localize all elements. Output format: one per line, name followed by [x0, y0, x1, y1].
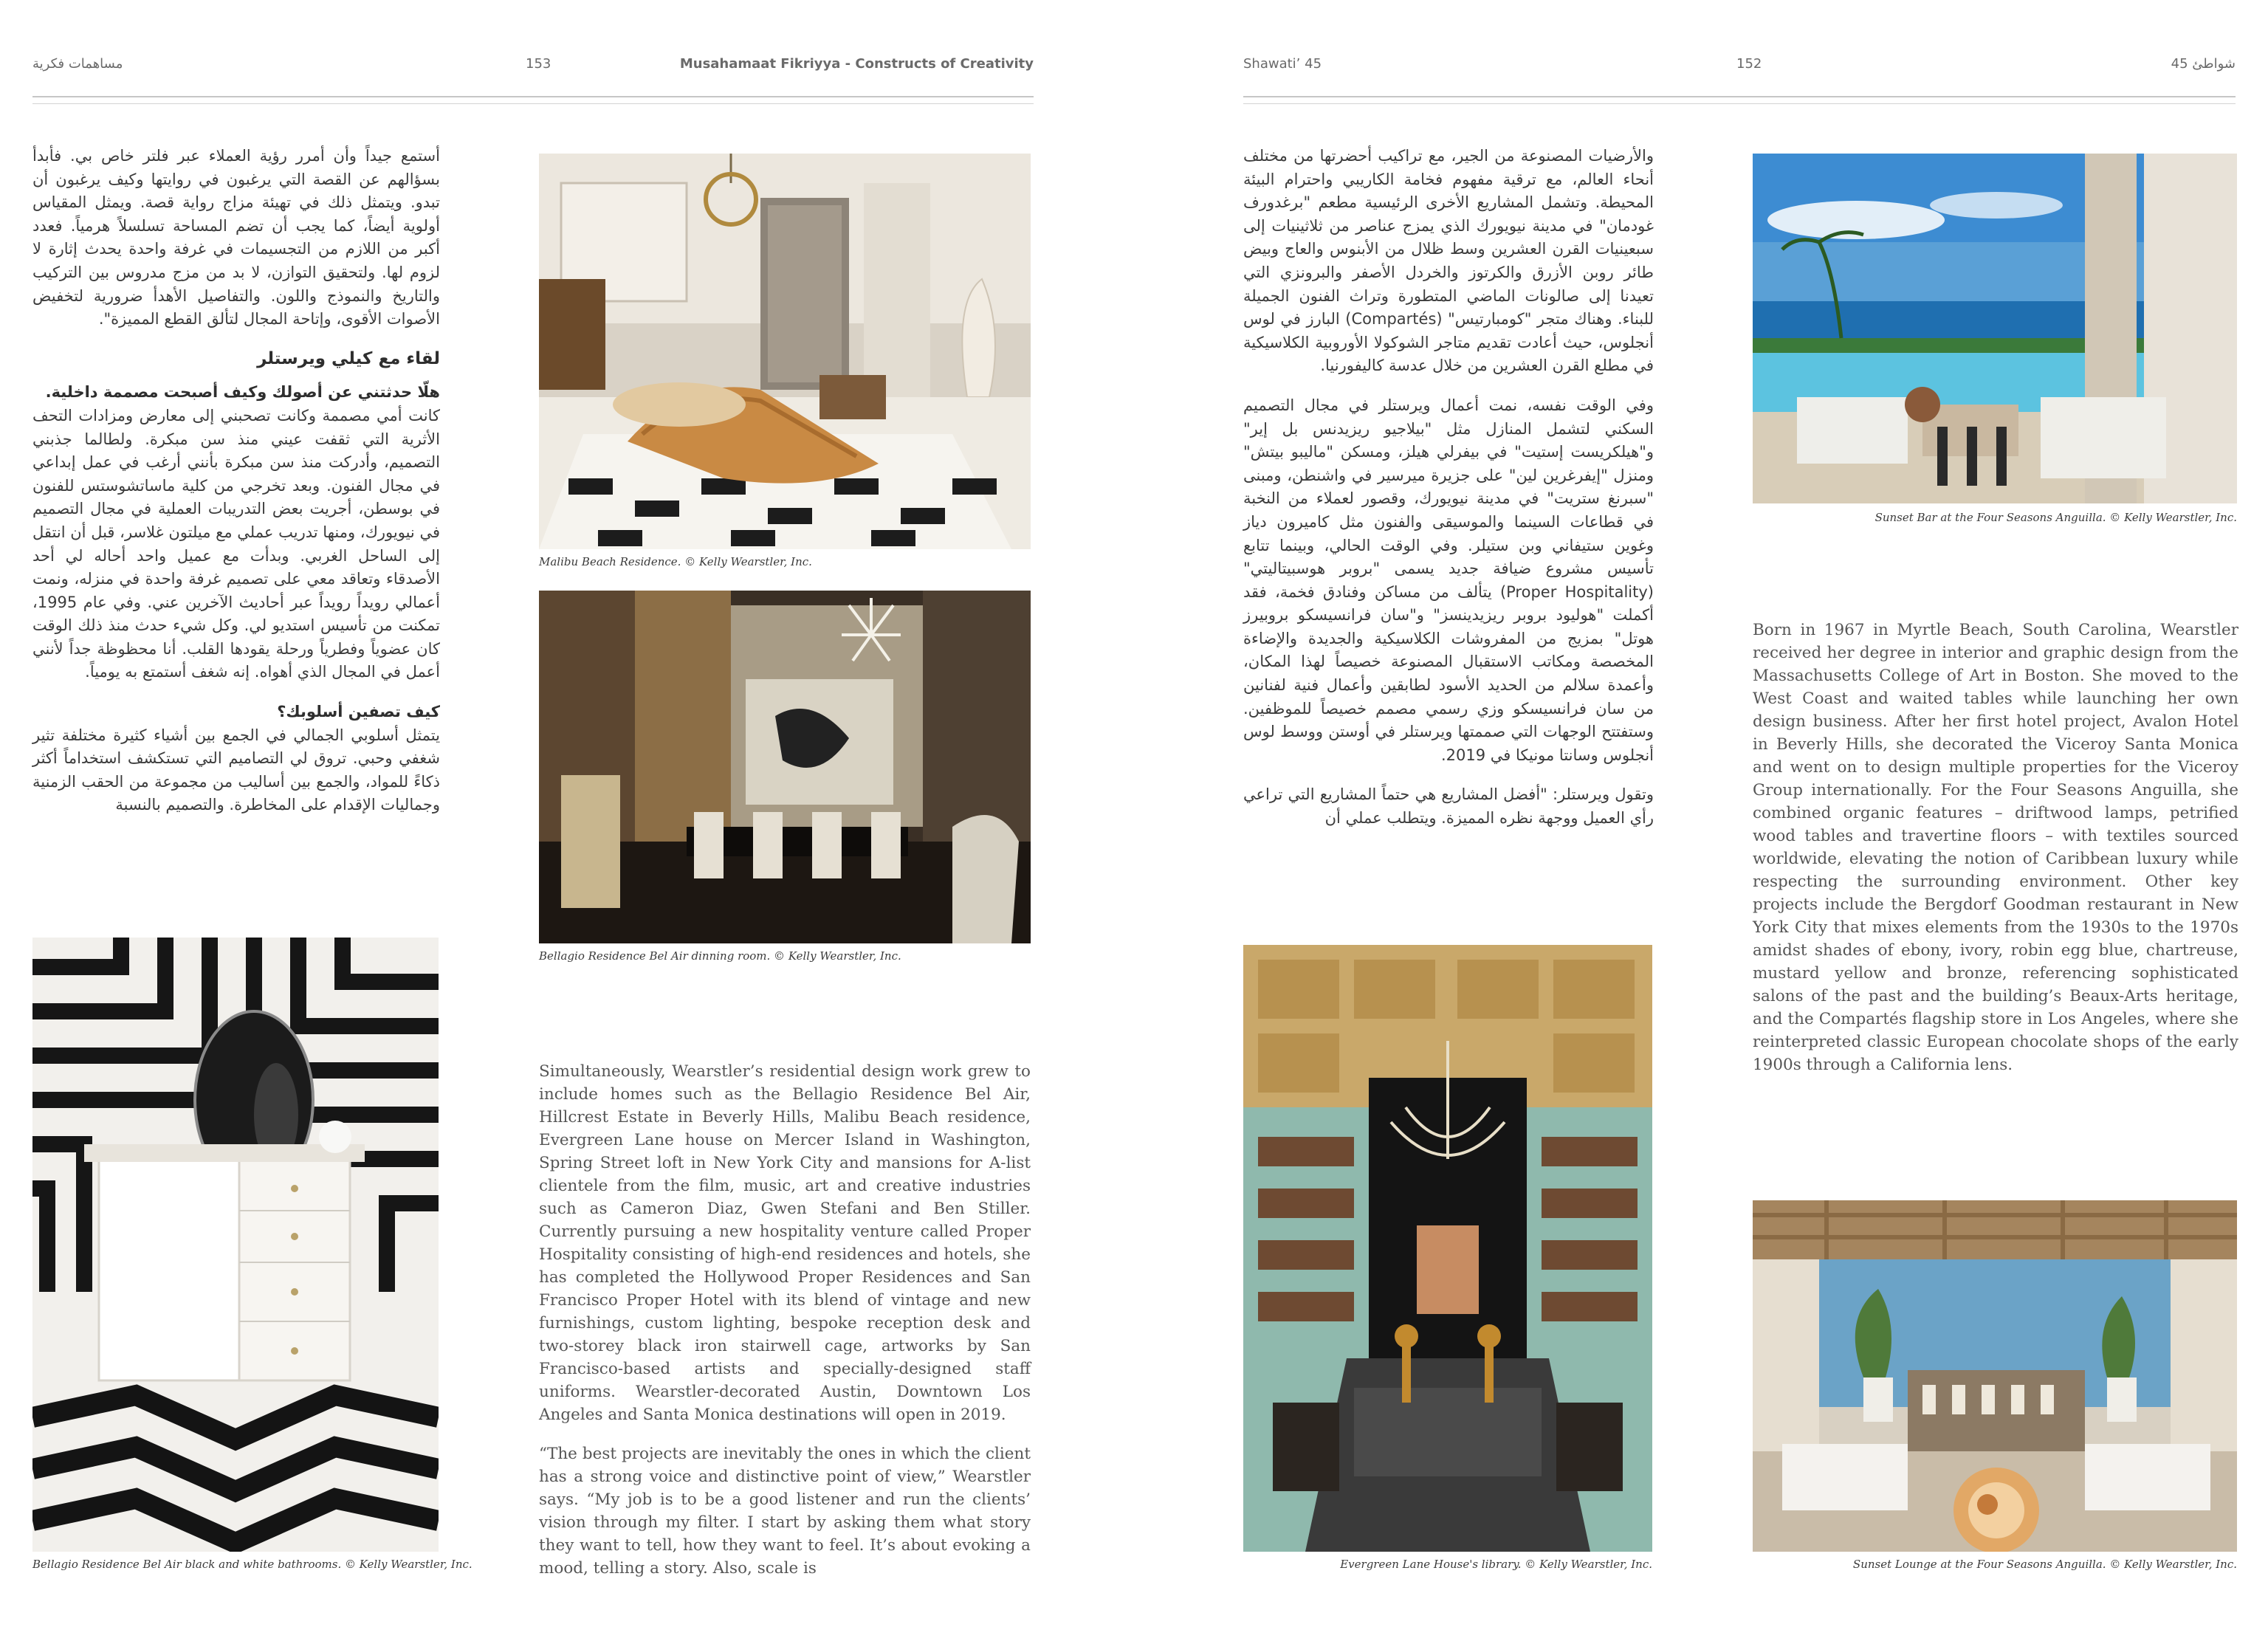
arabic-answer: كانت أمي مصممة وكانت تصحبني إلى معارض ومزادات التحف الأثرية التي ثقفت عيني منذ سن مبكرة. ولطالما جذبني التصميم، وأدركت منذ سن مبكرة بأنني أرغب في عمل إبداعي في مجال الفنون. وبعد تخرجي من كلية ماساتشوستس للفنون في بوسطن، أجريت بعض التدريبات العملية في مجال التصميم في نيويورك، ومنها تدريب عملي مع ميلتون غلاسر، قبل أن انتقل إلى الساحل الغربي. وبدأت مع عميل واحد أحاله لي أحد الأصدقاء وتعاقد معي على تصميم غرفة واحدة في منزله، ونمت أعمالي رويداً رويداً عبر أحاديث الآخرين عني. وفي عام 1995، تمكنت من تأسيس استديو لي. وكل شيء حدث منذ ذلك الوقت كان عضوياً وفطرياً ورحلة يقودها القلب. أنا محظوظة جداً لأنني أعمل في المجال الذي أهواه. إنه شغف أستمتع به يومياً.	[32, 406, 440, 681]
arabic-paragraph: أستمع جيداً وأن أمرر رؤية العملاء عبر فلتر خاص بي. فأبدأ بسؤالهم عن القصة التي يرغبون في روايتها وكيف يرغبون أن تبدو. ويتمثل ذلك في تهيئة مزاج رواية قصة. ويمثل المقياس أولوية أيضاً، كما يجب أن تضم المساحة تسلسلاً هرمياً. فعدد أكبر من اللازم من التجسيمات في غرفة واحدة يحدث إثارة لا لزوم لها. ولتحقيق التوازن، لا بد من مزج مدروس بين التركيب والتاريخ والنموذج واللون. والتفاصيل الأهدأ ضرورية لتخفيض الأصوات الأقوى، وإتاحة المجال لتألق القطع المميزة".	[32, 147, 440, 329]
bellagio-dining-photo	[539, 591, 1031, 943]
sunset-bar-photo	[1753, 154, 2237, 503]
header-arabic-magazine: شواطئ 45	[2171, 56, 2236, 72]
caption-bellagio-bathroom: Bellagio Residence Bel Air black and white bathrooms. © Kelly Wearstler, Inc.	[32, 1558, 472, 1571]
english-paragraph: Born in 1967 in Myrtle Beach, South Carolina, Wearstler received her degree in interior and graphic design from the Massachusetts College of Art in Boston. She moved to the West Coast and waited tables while launching her own design business. After her first hotel project, Avalon Hotel in Beverly Hills, she decorated the Viceroy Santa Monica and went on to design multiple properties for the Viceroy Group internationally. For the Four Seasons Anguilla, she combined organic features – driftwood lamps, petrified wood tables and travertine floors – with textiles sourced worldwide, elevating the notion of Caribbean luxury while respecting the surrounding environment. Other key projects include the Bergdorf Goodman restaurant in New York City that mixes elements from the 1930s to the 1970s amidst shades of ebony, ivory, robin egg blue, chartreuse, mustard yellow and bronze, referencing sophisticated salons of the past and the building’s Beaux-Arts heritage, and the Compartés flagship store in Los Angeles, where she reinterpreted classic European chocolate shops of the early 1900s through a California lens.	[1753, 621, 2238, 1074]
caption-evergreen: Evergreen Lane House's library. © Kelly Wearstler, Inc.	[1340, 1558, 1652, 1571]
arabic-answer: يتمثل أسلوبي الجمالي في الجمع بين أشياء كثيرة مختلفة تثير شغفي وحبي. تروق لي التصاميم التي تستكشف استخداماً أكثر ذكاءً للمواد، والجمع بين أساليب من مجموعة من الحقب الزمنية وجماليات الإقدام على المخاطرة. والتصميم بالنسبة	[32, 726, 440, 814]
english-paragraph: “The best projects are inevitably the ones in which the client has a strong voice and distinctive point of view,” Wearstler says. “My job is to be a good listener and run the clients’ vision through my filter. I start by asking them what story they want to tell, how they want to feel. It’s about evoking a mood, telling a story. Also, scale is	[539, 1445, 1031, 1578]
arabic-question: هلّا حدثتني عن أصولك وكيف أصبحت مصممة داخلية.	[45, 383, 440, 402]
arabic-text-column	[1243, 145, 1654, 847]
header-magazine: Shawati’ 45	[1243, 56, 1322, 72]
caption-malibu: Malibu Beach Residence. © Kelly Wearstler, Inc.	[539, 555, 812, 568]
malibu-beach-photo	[539, 154, 1031, 549]
caption-bellagio-dining: Bellagio Residence Bel Air dinning room. © Kelly Wearstler, Inc.	[539, 949, 901, 963]
header-arabic-section: مساهمات فكرية	[32, 56, 123, 72]
arabic-paragraph: والأرضيات المصنوعة من الجير، مع تراكيب أحضرتها من مختلف أنحاء العالم، مع ترقية مفهوم فخامة الكاريبي واحترام البيئة المحيطة. وتشمل المشاريع الأخرى الرئيسية مطعم "برغدورف غودمان" في مدينة نيويورك الذي يمزج عناصر من ثلاثينيات إلى سبعينيات القرن العشرين وسط ظلال من الأبنوس والعاج وبيض طائر روبن الأزرق والكرتوز والخردل الأصفر والبرونزي التي تعيدنا إلى صالونات الماضي المتطورة وتراث الفنون الجميلة للبناء. وهناك متجر "كومبارتيس" (Compartés) البارز في لوس أنجلوس، حيث أعادت تقديم متاجر الشوكولا الأوروبية الكلاسيكية في مطلع القرن العشرين من خلال عدسة كاليفورنيا.	[1243, 147, 1654, 375]
header-rule-thin	[32, 103, 1034, 104]
header-rule-thin	[1243, 103, 2236, 104]
english-text-column	[539, 1060, 1031, 1596]
english-paragraph: Simultaneously, Wearstler’s residential design work grew to include homes such as the Bellagio Residence Bel Air, Hillcrest Estate in Beverly Hills, Malibu Beach residence, Evergreen Lane house on Mercer Island in Washington, Spring Street loft in New York City and mansions for A-list clientele from the film, music, art and creative industries such as Cameron Diaz, Gwen Stefani and Ben Stiller. Currently pursuing a new hospitality venture called Proper Hospitality consisting of high-end residences and hotels, she has completed the Hollywood Proper Residences and San Francisco Proper Hotel with its blend of vintage and new furnishings, custom lighting, bespoke reception desk and two-storey black iron stairwell cage, artworks by San Francisco-based artists and specially-designed staff uniforms. Wearstler-decorated Austin, Downtown Los Angeles and Santa Monica destinations will open in 2019.	[539, 1062, 1031, 1424]
evergreen-library-photo	[1243, 945, 1652, 1552]
arabic-paragraph: وفي الوقت نفسه، نمت أعمال ويرستلر في مجال التصميم السكني لتشمل المنازل مثل "بيلاجيو ريزيدنس بل إير" و"هيلكريست إستيت" في بيفرلي هيلز، ومسكن "ماليبو بيتش" ومنزل "إيفرغرين لين" على جزيرة ميرسير في واشنطن، ومبنى "سبرنغ ستريت" في مدينة نيويورك، وقصور لعملاء من النخبة في قطاعات السينما والموسيقى والفنون مثل كاميرون دياز وغوين ستيفاني وبن ستيلر. وفي الوقت الحالي، وبينما تتابع تأسيس مشروع ضيافة جديد يسمى "بروبر هوسبيتاليتي" (Proper Hospitality) يتألف من مساكن وفنادق فخمة، فقد أكملت "هوليود بروبر ريزيدينسز" و"سان فرانسيسكو بروبيرز هوتل" بمزيج من المفروشات الكلاسيكية والجديدة والإضاءة المخصصة ومكاتب الاستقبال المصنوعة خصيصاً لهذا المكان، وأعمدة سلالم من الحديد الأسود لطابقين وأعمال فنية لفنانين من سان فرانسيسكو وزي رسمي مصمم خصيصاً للموظفين. وستفتتح الوجهات التي صممتها ويرستلر في أوستن ووسط لوس أنجلوس وسانتا مونيكا في 2019.	[1243, 396, 1654, 764]
english-text-column	[1753, 619, 2238, 1093]
header-title: Musahamaat Fikriyya - Constructs of Creativity	[679, 56, 1034, 72]
header-page-number: 153	[526, 56, 551, 72]
header-rule	[32, 96, 1034, 97]
arabic-question: كيف تصفين أسلوبك؟	[277, 703, 440, 721]
header-page-number: 152	[1736, 56, 1762, 72]
caption-sunset-lounge: Sunset Lounge at the Four Seasons Anguilla. © Kelly Wearstler, Inc.	[1852, 1558, 2237, 1571]
sunset-lounge-photo	[1753, 1200, 2237, 1552]
arabic-heading: لقاء مع كيلي ويرستلر	[257, 348, 440, 368]
bellagio-bathroom-photo	[32, 938, 439, 1552]
right-page	[1134, 0, 2268, 1627]
arabic-text-column	[32, 145, 440, 833]
arabic-paragraph: وتقول ويرستلر: "أفضل المشاريع هي حتماً المشاريع التي تراعي رأي العميل ووجهة نظره المميزة. ويتطلب عملي أن	[1243, 785, 1654, 828]
header-rule	[1243, 96, 2236, 97]
caption-sunset-bar: Sunset Bar at the Four Seasons Anguilla. © Kelly Wearstler, Inc.	[1874, 511, 2237, 524]
